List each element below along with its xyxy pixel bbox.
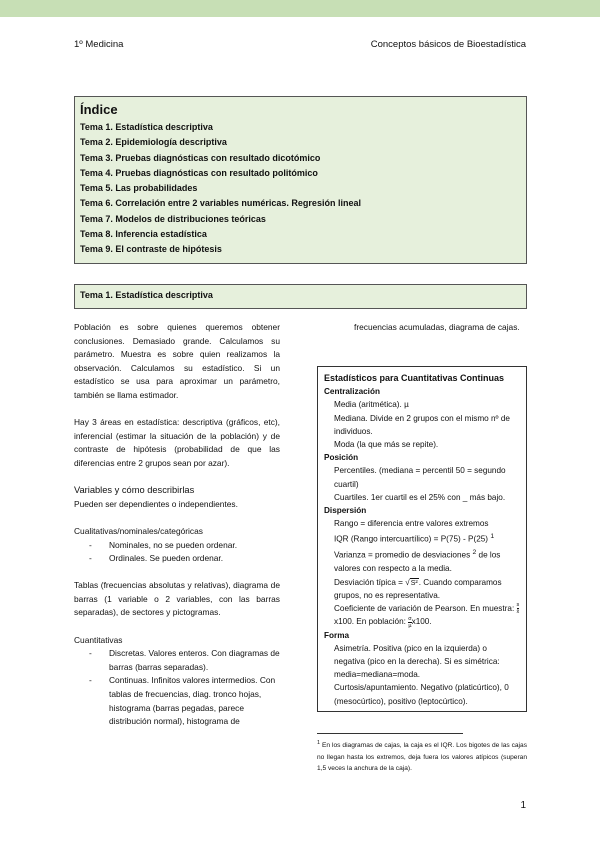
index-item-tema-2[interactable]: Tema 2. Epidemiología descriptiva xyxy=(80,137,227,148)
fraction-sample xyxy=(517,602,520,615)
footnote-text: En los diagramas de cajas, la caja es el IQR. Los bigotes de las cajas no llegan hasta los extremos, deja fuera los valores atípicos (superan 1,5 veces la anchura de la caja). xyxy=(317,742,527,772)
page-number: 1 xyxy=(520,800,526,811)
paragraph-poblacion: Población es sobre quienes queremos obtener conclusiones. Demasiado grande. Calculamos su parámetro. Muestra es sobre quien realizamos la observación. Calculamos su estadístico. Si un estadístico se usa para aproximar un parámetro, también se llama estimador. xyxy=(74,322,280,400)
index-item-tema-6[interactable]: Tema 6. Correlación entre 2 variables numéricas. Regresión lineal xyxy=(80,198,361,209)
index-item-tema-4[interactable]: Tema 4. Pruebas diagnósticas con resultado politómico xyxy=(80,167,318,178)
variables-text: Pueden ser dependientes o independientes. xyxy=(74,498,238,509)
footnote-ref[interactable]: 1 xyxy=(490,533,495,541)
header-course: 1º Medicina xyxy=(74,39,124,50)
stats-section-posicion: Posición xyxy=(324,453,359,463)
footnote xyxy=(317,738,527,774)
stats-box xyxy=(317,366,527,712)
paragraph-tablas: Tablas (frecuencias absolutas y relativas), diagrama de barras (1 variable o 2 variables, con las barras separadas), de sectores y pictogramas. xyxy=(74,580,280,618)
footnote-divider xyxy=(317,733,463,734)
stats-desviacion-radicand: S² xyxy=(410,579,418,587)
left-column xyxy=(74,321,280,729)
stats-section-forma: Forma xyxy=(324,630,350,640)
stats-section-centralizacion: Centralización xyxy=(324,387,380,397)
stats-iqr-text: IQR (Rango intercuartílico) = P(75) - P(25) xyxy=(334,535,489,545)
stats-desviacion-text: Desviación típica = xyxy=(334,577,406,587)
cualitativas-heading: Cualitativas/nominales/categóricas xyxy=(74,525,203,536)
index-item-tema-5[interactable]: Tema 5. Las probabilidades xyxy=(80,183,198,194)
section-heading: Tema 1. Estadística descriptiva xyxy=(74,284,527,309)
stats-desviacion xyxy=(324,576,520,602)
stats-coef-mid: x100. En población: xyxy=(334,617,406,627)
cualitativas-list xyxy=(89,539,280,566)
index-item-tema-3[interactable]: Tema 3. Pruebas diagnósticas con resultado dicotómico xyxy=(80,152,321,163)
stats-title: Estadísticos para Cuantitativas Continuas xyxy=(324,373,505,383)
fraction-numerator: σ xyxy=(408,615,412,622)
top-color-bar xyxy=(0,0,600,17)
cuantitativas-heading: Cuantitativas xyxy=(74,634,123,645)
fraction-denominator: µ xyxy=(408,622,412,629)
list-item: - Ordinales. Se pueden ordenar. xyxy=(89,552,280,566)
stats-percentiles: Percentiles. (mediana = percentil 50 = segundo cuartil) xyxy=(334,466,506,489)
paragraph-continuation: frecuencias acumuladas, diagrama de cajas. xyxy=(354,322,520,332)
right-column-continuation xyxy=(317,321,527,335)
index-item-tema-9[interactable]: Tema 9. El contraste de hipótesis xyxy=(80,244,222,255)
stats-varianza-end: de los valores con respecto a la media. xyxy=(334,551,501,574)
variables-heading: Variables y cómo describirlas xyxy=(74,485,195,496)
stats-media: Media (aritmética). µ xyxy=(334,400,409,410)
index-box xyxy=(74,96,527,264)
stats-desviacion-end: . Cuando comparamos grupos, no es representativa. xyxy=(334,577,502,600)
stats-mediana: Mediana. Divide en 2 grupos con el mismo nº de individuos. xyxy=(334,413,510,436)
stats-varianza-text: Varianza = promedio de desviaciones xyxy=(334,551,471,561)
stats-coef-end: x100. xyxy=(411,617,432,627)
list-item: - Nominales, no se pueden ordenar. xyxy=(89,539,280,553)
stats-asimetria: Asimetría. Positiva (pico en la izquierda) o negativa (pico en la derecha). Si es simétrica: media=mediana=moda. xyxy=(334,643,500,680)
index-title: Índice xyxy=(80,102,118,117)
index-item-tema-1[interactable]: Tema 1. Estadística descriptiva xyxy=(80,122,213,132)
sqrt-symbol: √ xyxy=(405,577,410,587)
stats-rango: Rango = diferencia entre valores extremos xyxy=(334,519,489,529)
cuantitativas-list xyxy=(89,647,280,729)
index-item-tema-7[interactable]: Tema 7. Modelos de distribuciones teóricas xyxy=(80,213,266,224)
fraction-numerator: s xyxy=(516,602,520,609)
stats-iqr xyxy=(324,530,520,546)
list-item: - Discretas. Valores enteros. Con diagramas de barras (barras separadas). xyxy=(89,647,280,674)
stats-moda: Moda (la que más se repite). xyxy=(334,440,439,450)
stats-curtosis: Curtosis/apuntamiento. Negativo (platicúrtico), 0 (mesocúrtico), positivo (leptocúrtico). xyxy=(334,683,509,706)
stats-coef-text: Coeficiente de variación de Pearson. En muestra: xyxy=(334,603,515,613)
paragraph-areas: Hay 3 áreas en estadística: descriptiva (gráficos, etc), inferencial (estimar la situación de la población) y de contraste de hipótesis (probabilidad de que las diferencias entre 2 grupos sean por azar). xyxy=(74,417,280,468)
stats-varianza-exponent: 2 xyxy=(472,549,477,557)
stats-cuartiles: Cuartiles. 1er cuartil es el 25% con _ más bajo. xyxy=(334,492,506,502)
list-item: - Continuas. Infinitos valores intermedios. Con tablas de frecuencias, diag. tronco hojas, histograma (barras pegadas, parece distribución normal), histograma de xyxy=(89,674,280,728)
footnote-mark: 1 xyxy=(317,740,321,746)
stats-varianza xyxy=(324,546,520,575)
stats-coeficiente xyxy=(324,602,520,629)
stats-section-dispersion: Dispersión xyxy=(324,506,367,516)
fraction-denominator: x̄ xyxy=(516,609,520,616)
header-document-title: Conceptos básicos de Bioestadística xyxy=(370,39,526,50)
index-item-tema-8[interactable]: Tema 8. Inferencia estadística xyxy=(80,229,207,240)
